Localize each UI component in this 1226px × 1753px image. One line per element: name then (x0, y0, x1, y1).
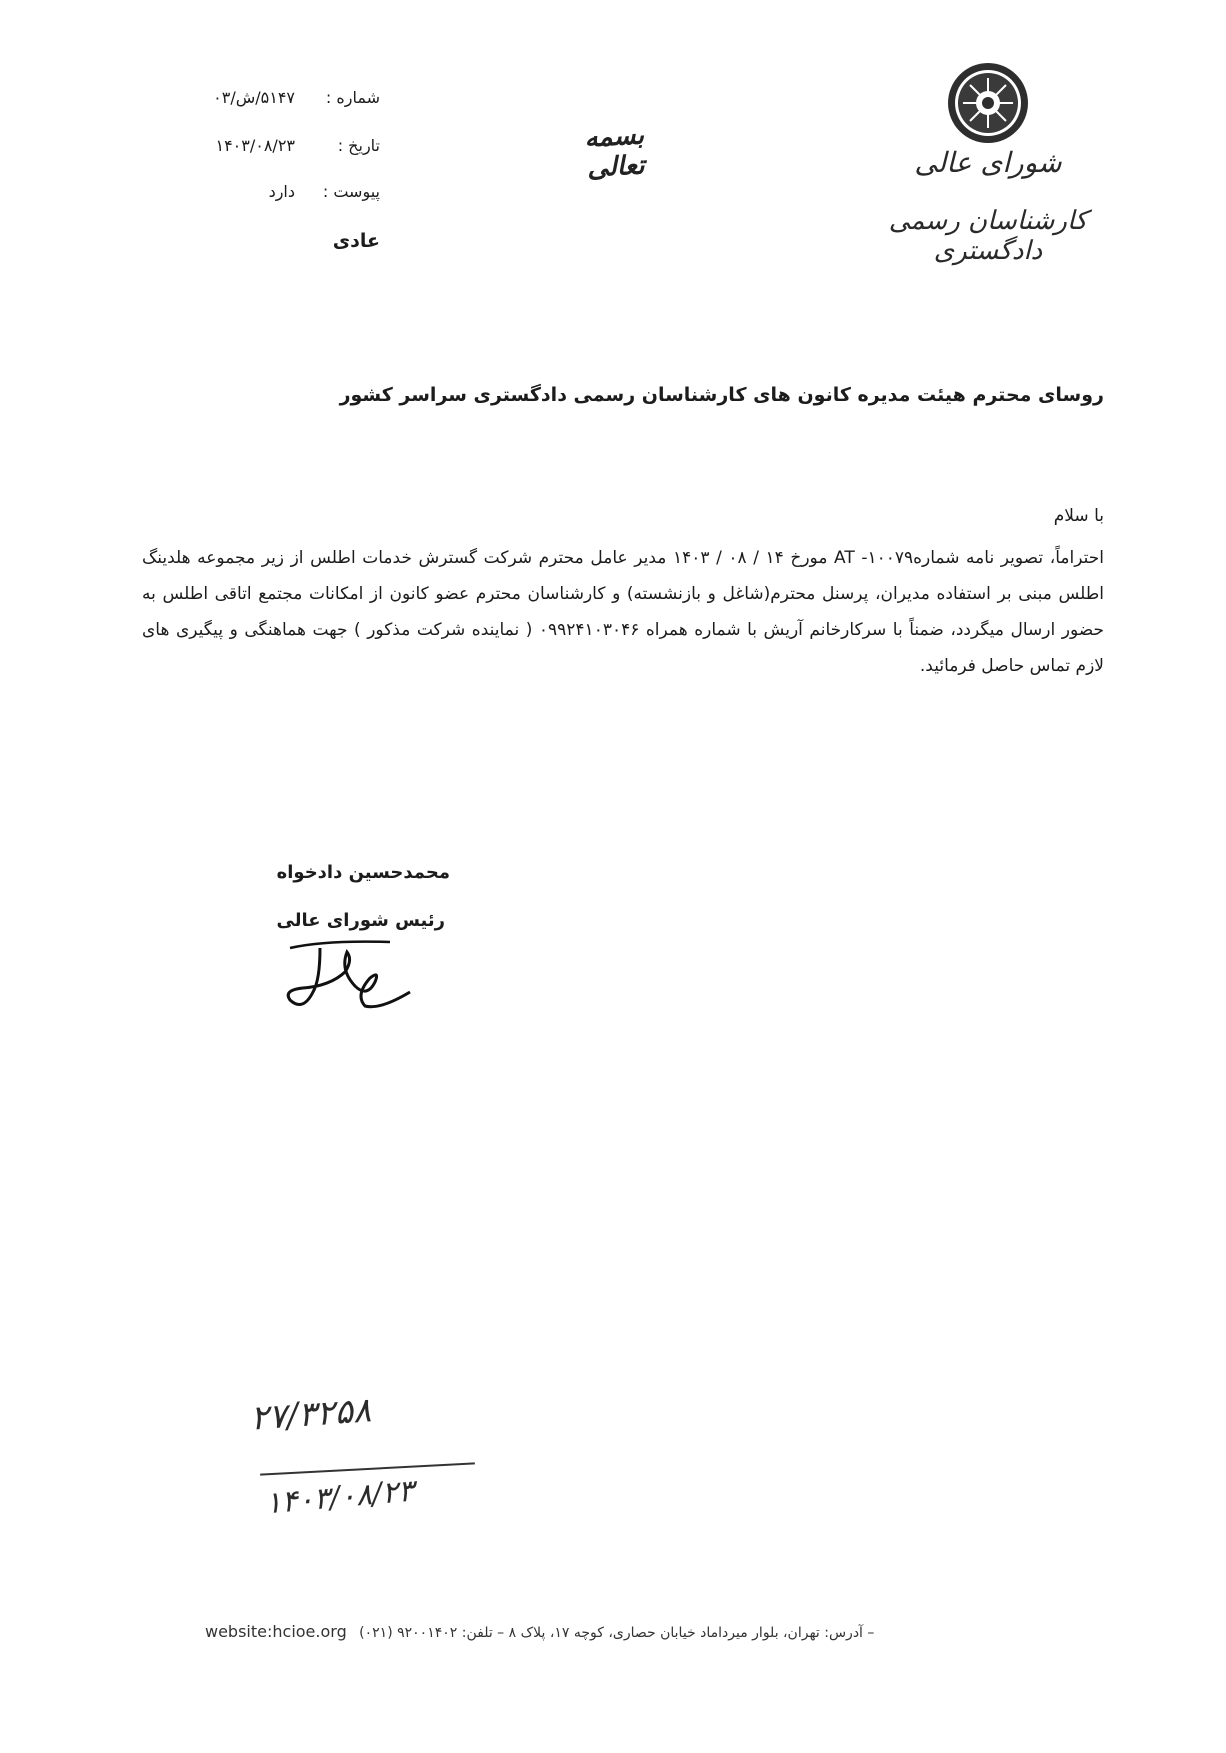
date-row (150, 136, 380, 166)
signatory-name: محمدحسین دادخواه (276, 862, 450, 883)
attachment-value: دارد (268, 182, 295, 201)
greeting: با سلام (1053, 506, 1104, 526)
handwritten-registration-number: ۲۷/۳۲۵۸ (248, 1390, 373, 1439)
date-value: ۱۴۰۳/۰۸/۲۳ (215, 136, 295, 155)
number-row (150, 88, 380, 118)
classification-label: عادی (332, 230, 380, 252)
number-label: شماره : (325, 88, 380, 107)
footer-address: آدرس: تهران، بلوار میرداماد خیابان حصاری، کوچه ۱۷، پلاک ۸ – تلفن: ۹۲۰۰۱۴۰۲ (۰۲۱) – (359, 1625, 875, 1641)
addressee-line: روسای محترم هیئت مدیره کانون های کارشناسان رسمی دادگستری سراسر کشور (339, 384, 1104, 406)
handwritten-signature (285, 930, 435, 1015)
letter-body: احتراماً، تصویر نامه شماره۱۰۰۷۹- AT مورخ ۱۴ / ۰۸ / ۱۴۰۳ مدیر عامل محترم شرکت گسترش خدمات اطلس از زیر مجموعه هلدینگ اطلس مبنی بر استفاده مدیران، پرسنل محترم(شاغل و بازنشسته) و کارشناسان محترم عضو کانون از امکانات مجتمع اتاقی اطلس به حضور ارسال میگردد، ضمناً با سرکارخانم آریش با شماره همراه ۰۹۹۲۴۱۰۳۰۴۶ ( نماینده شرکت مذکور ) جهت هماهنگی و پیگیری های لازم تماس حاصل فرمائید. (142, 548, 1104, 676)
attachment-label: پیوست : (322, 182, 380, 201)
basmala: بسمه تعالی (583, 120, 646, 184)
footer (205, 1622, 1105, 1641)
date-label: تاریخ : (337, 136, 380, 155)
signatory-title: رئیس شورای عالی (276, 910, 445, 931)
handwritten-registration-date: ۱۴۰۳/۰۸/۲۳ (263, 1473, 416, 1522)
attachment-row (150, 182, 380, 212)
logo-title: شورای عالی (914, 146, 1062, 179)
emblem-icon (943, 58, 1033, 148)
number-value: ۵۱۴۷/ش/۰۳ (213, 88, 295, 107)
logo-subtitle: کارشناسان رسمی دادگستری (888, 206, 1088, 266)
organization-logo (868, 58, 1108, 266)
footer-website: website:hcioe.org (205, 1622, 347, 1641)
